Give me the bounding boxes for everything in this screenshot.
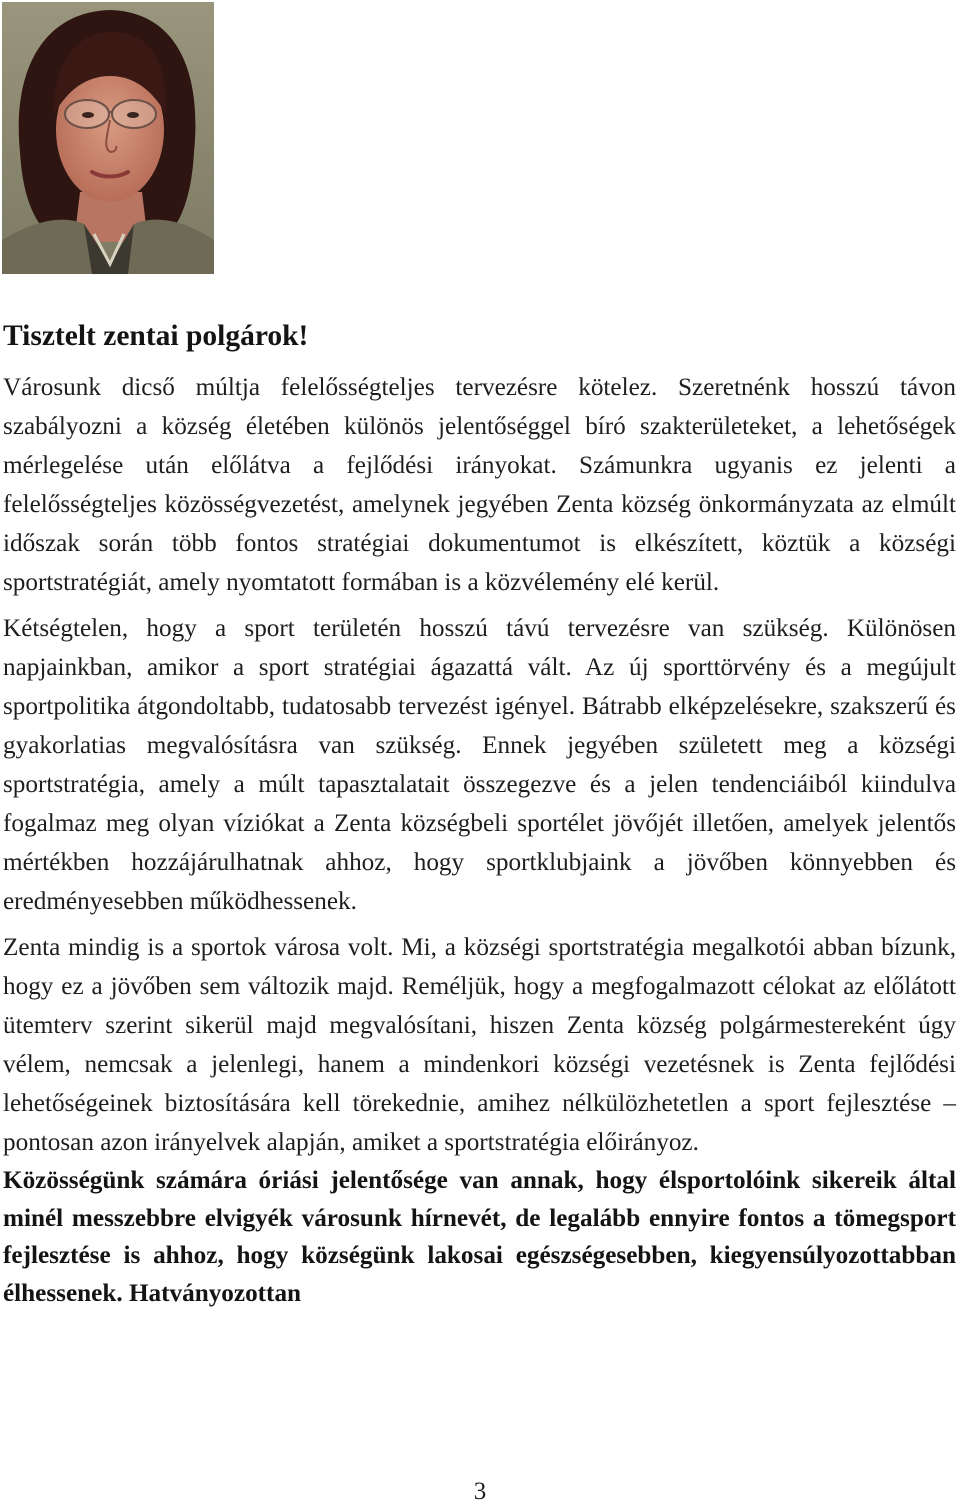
paragraph-1: Városunk dicső múltja felelősségteljes tervezésre kötelez. Szeretnénk hosszú távon szabályozni a község életében különös jelentőséggel bíró szakterületeket, a lehetőségek mérlegelése után előlátva a fejlődési irányokat. Számunkra ugyanis ez jelenti a felelősségteljes közösségvezetést, amelynek jegyében Zenta község önkormányzata az elmúlt időszak során több fontos stratégiai dokumentumot is elkészített, köztük a községi sportstratégiát, amely nyomtatott formában is a közvélemény elé kerül. [3, 374, 956, 596]
bold-paragraph: Közösségünk számára óriási jelentősége van annak, hogy élsportolóink sikereik által minél messzebbre elvigyék városunk hírnevét, de legalább ennyire fontos a tömegsport fejlesztése is ahhoz, hogy községünk lakosai egészségesebben, kiegyensúlyozottabban élhessenek. Hatványozottan [3, 1167, 956, 1307]
author-portrait [2, 2, 214, 274]
paragraph-3: Zenta mindig is a sportok városa volt. Mi, a községi sportstratégia megalkotói abban bízunk, hogy ez a jövőben sem változik majd. Reméljük, hogy a megfogalmazott célokat az előlátott ütemterv szerint sikerül majd megvalósítani, hiszen Zenta község polgármestereként úgy vélem, nemcsak a jelenlegi, hanem a mindenkori községi vezetésnek is Zenta fejlődési lehetőségeinek biztosítására kell törekednie, amihez nélkülözhetetlen a sport fejlesztése – pontosan azon irányelvek alapján, amiket a sportstratégia előirányoz. [3, 934, 956, 1156]
page-number: 3 [473, 1478, 487, 1505]
portrait-photo [2, 2, 214, 274]
paragraph-2: Kétségtelen, hogy a sport területén hosszú távú tervezésre van szükség. Különösen napjainkban, amikor a sport stratégiai ágazattá vált. Az új sporttörvény és a megújult sportpolitika átgondoltabb, tudatosabb tervezést igényel. Bátrabb elképzelésekre, szakszerű és gyakorlatias megvalósításra van szükség. Ennek jegyében született meg a községi sportstratégia, amely a múlt tapasztalatait összegezve és a jelen tendenciáiból kiindulva fogalmaz meg olyan víziókat a Zenta községbeli sportélet jövőjét illetően, amelyek jelentős mértékben hozzájárulhatnak ahhoz, hogy sportklubjaink a jövőben könnyebben és eredményesebben működhessenek. [3, 615, 956, 915]
letter-body [3, 316, 956, 1312]
greeting-heading: Tisztelt zentai polgárok! [3, 320, 309, 352]
